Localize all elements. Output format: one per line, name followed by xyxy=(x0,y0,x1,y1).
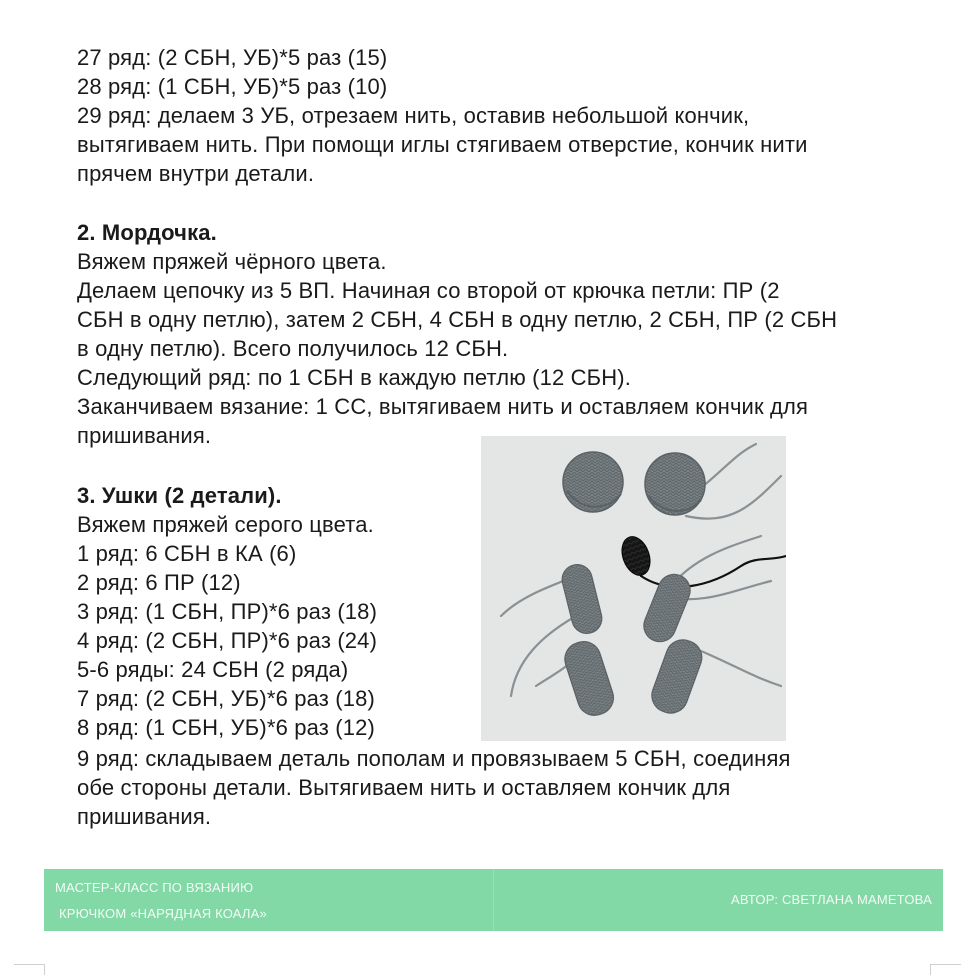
section-heading-muzzle: 2. Мордочка. xyxy=(77,220,217,245)
text-line: 5-6 ряды: 24 СБН (2 ряда) xyxy=(77,657,349,682)
text-line: 2 ряд: 6 ПР (12) xyxy=(77,570,241,595)
text-line: 28 ряд: (1 СБН, УБ)*5 раз (10) xyxy=(77,74,388,99)
text-line: 9 ряд: складываем деталь пополам и провязываем 5 СБН, соединяя xyxy=(77,746,791,771)
page-corner-left xyxy=(14,964,45,975)
footer-author: АВТОР: СВЕТЛАНА МАМЕТОВА xyxy=(731,892,932,907)
footer-divider xyxy=(493,869,494,931)
text-line: 3 ряд: (1 СБН, ПР)*6 раз (18) xyxy=(77,599,378,624)
text-line: вытягиваем нить. При помощи иглы стягиваем отверстие, кончик нити xyxy=(77,132,808,157)
text-line: 27 ряд: (2 СБН, УБ)*5 раз (15) xyxy=(77,45,388,70)
footer-title-line2: КРЮЧКОМ «НАРЯДНАЯ КОАЛА» xyxy=(59,906,267,921)
footer-banner xyxy=(44,869,943,931)
text-line: обе стороны детали. Вытягиваем нить и оставляем кончик для xyxy=(77,775,731,800)
page-corner-right xyxy=(930,964,961,975)
text-line: 8 ряд: (1 СБН, УБ)*6 раз (12) xyxy=(77,715,375,740)
text-line: Делаем цепочку из 5 ВП. Начиная со второй от крючка петли: ПР (2 xyxy=(77,278,780,303)
text-line: Вяжем пряжей серого цвета. xyxy=(77,512,374,537)
text-line: пришивания. xyxy=(77,804,212,829)
ear-piece xyxy=(645,453,705,515)
crochet-parts-photo xyxy=(481,436,786,741)
footer-title-line1: МАСТЕР-КЛАСС ПО ВЯЗАНИЮ xyxy=(55,880,254,895)
text-line: 1 ряд: 6 СБН в КА (6) xyxy=(77,541,297,566)
text-line: Следующий ряд: по 1 СБН в каждую петлю (12 СБН). xyxy=(77,365,632,390)
text-line: СБН в одну петлю), затем 2 СБН, 4 СБН в одну петлю, 2 СБН, ПР (2 СБН xyxy=(77,307,838,332)
text-line: пришивания. xyxy=(77,423,212,448)
text-line: Вяжем пряжей чёрного цвета. xyxy=(77,249,387,274)
text-line: 4 ряд: (2 СБН, ПР)*6 раз (24) xyxy=(77,628,378,653)
text-line: 29 ряд: делаем 3 УБ, отрезаем нить, оставив небольшой кончик, xyxy=(77,103,750,128)
text-line: прячем внутри детали. xyxy=(77,161,315,186)
text-line: 7 ряд: (2 СБН, УБ)*6 раз (18) xyxy=(77,686,375,711)
section-heading-ears: 3. Ушки (2 детали). xyxy=(77,483,282,508)
text-line: в одну петлю). Всего получилось 12 СБН. xyxy=(77,336,509,361)
text-line: Заканчиваем вязание: 1 СС, вытягиваем нить и оставляем кончик для xyxy=(77,394,809,419)
ear-piece xyxy=(563,452,623,512)
